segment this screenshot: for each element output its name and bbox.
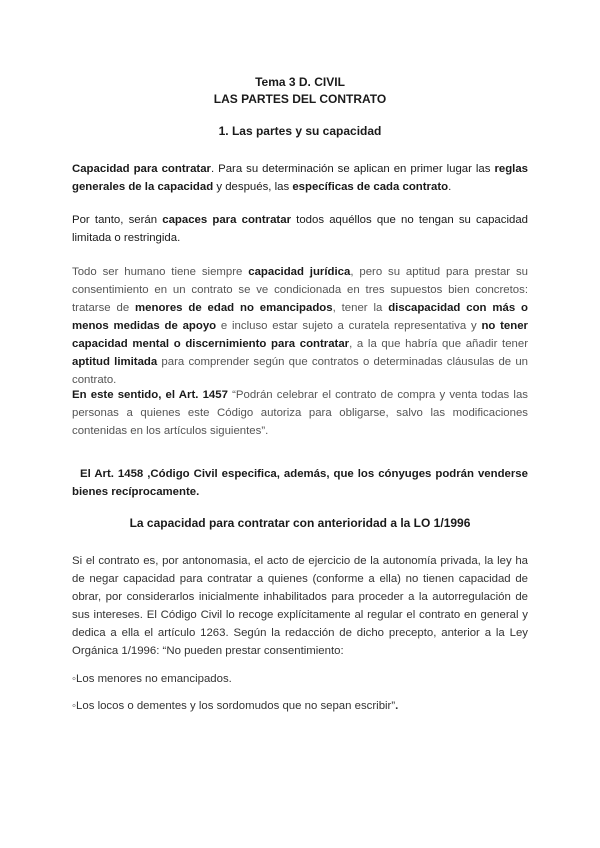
text: todos aquéllos que no tengan su capacidad limitada o restringida. — [72, 214, 528, 244]
text: “Podrán celebrar el contrato de compra y venta todas las personas a quienes este Código autoriza para obligarse, salvo las modificaciones contenidas en los artículos siguientes”. — [72, 389, 528, 437]
title-line-2: LAS PARTES DEL CONTRATO — [213, 92, 387, 106]
paragraph-capacidad — [72, 160, 528, 196]
text: , pero su aptitud para prestar su consentimiento en un contrato se ve condicionada en tres supuestos bien concretos: tratarse de — [72, 266, 528, 314]
paragraph-capaces — [72, 211, 528, 247]
bold-text: no tener capacidad mental o discernimiento para contratar — [72, 320, 528, 350]
text: y después, las — [213, 181, 293, 193]
text: . Para su determinación se aplican en primer lugar las — [210, 163, 495, 175]
bold-text: discapacidad con más o menos medidas de apoyo — [72, 302, 528, 332]
text: . — [448, 181, 452, 193]
paragraph-art-1457 — [72, 386, 528, 440]
bold-text: Capacidad para contratar — [72, 163, 211, 175]
bold-text: menores de edad no emancipados — [135, 302, 333, 314]
title-line-1: Tema 3 D. CIVIL — [255, 75, 345, 89]
paragraph-contrato: Si el contrato es, por antonomasia, el acto de ejercicio de la autonomía privada, la ley ha de negar capacidad para contratar a quienes (conforme a ella) no tienen capacidad de obrar, por considerarlos inicialmente inhabilitados para proceder a la autorregulación de sus intereses. El Código Civil lo recoge explícitamente al regular el contrato en general y dedica a ella el artículo 1263. Según la redacción de dicho precepto, anterior a la Ley Orgánica 1/1996: “No pueden prestar consentimiento: — [72, 555, 528, 657]
list-item-tail: . — [395, 700, 399, 712]
list-item-text: ◦Los locos o dementes y los sordomudos que no sepan escribir” — [72, 700, 396, 712]
list-item — [72, 670, 528, 688]
paragraph-ser-humano — [72, 263, 528, 389]
paragraph-art-1458: El Art. 1458 ,Código Civil especifica, además, que los cónyuges podrán venderse bienes recíprocamente. — [72, 468, 532, 498]
bold-text: En este sentido, el Art. 1457 — [72, 389, 228, 401]
section-heading-1: 1. Las partes y su capacidad — [218, 124, 382, 138]
document-title — [0, 74, 600, 108]
text: para comprender según que contratos o determinadas cláusulas de un contrato. — [72, 356, 528, 386]
list-item-text: ◦Los menores no emancipados. — [72, 673, 232, 685]
bold-text: reglas generales de la capacidad — [72, 163, 528, 193]
text: , tener la — [332, 302, 389, 314]
bold-text: capacidad jurídica — [248, 266, 351, 278]
bold-text: específicas de cada contrato — [292, 181, 449, 193]
text: , a la que habría que añadir tener — [349, 338, 528, 350]
bold-text: aptitud limitada — [72, 356, 158, 368]
text: e incluso estar sujeto a curatela representativa y — [216, 320, 482, 332]
bold-text: capaces para contratar — [162, 214, 291, 226]
text: Por tanto, serán — [72, 214, 163, 226]
list-item — [72, 697, 528, 715]
text: Todo ser humano tiene siempre — [72, 266, 249, 278]
section-heading-2: La capacidad para contratar con anterioridad a la LO 1/1996 — [129, 516, 471, 530]
